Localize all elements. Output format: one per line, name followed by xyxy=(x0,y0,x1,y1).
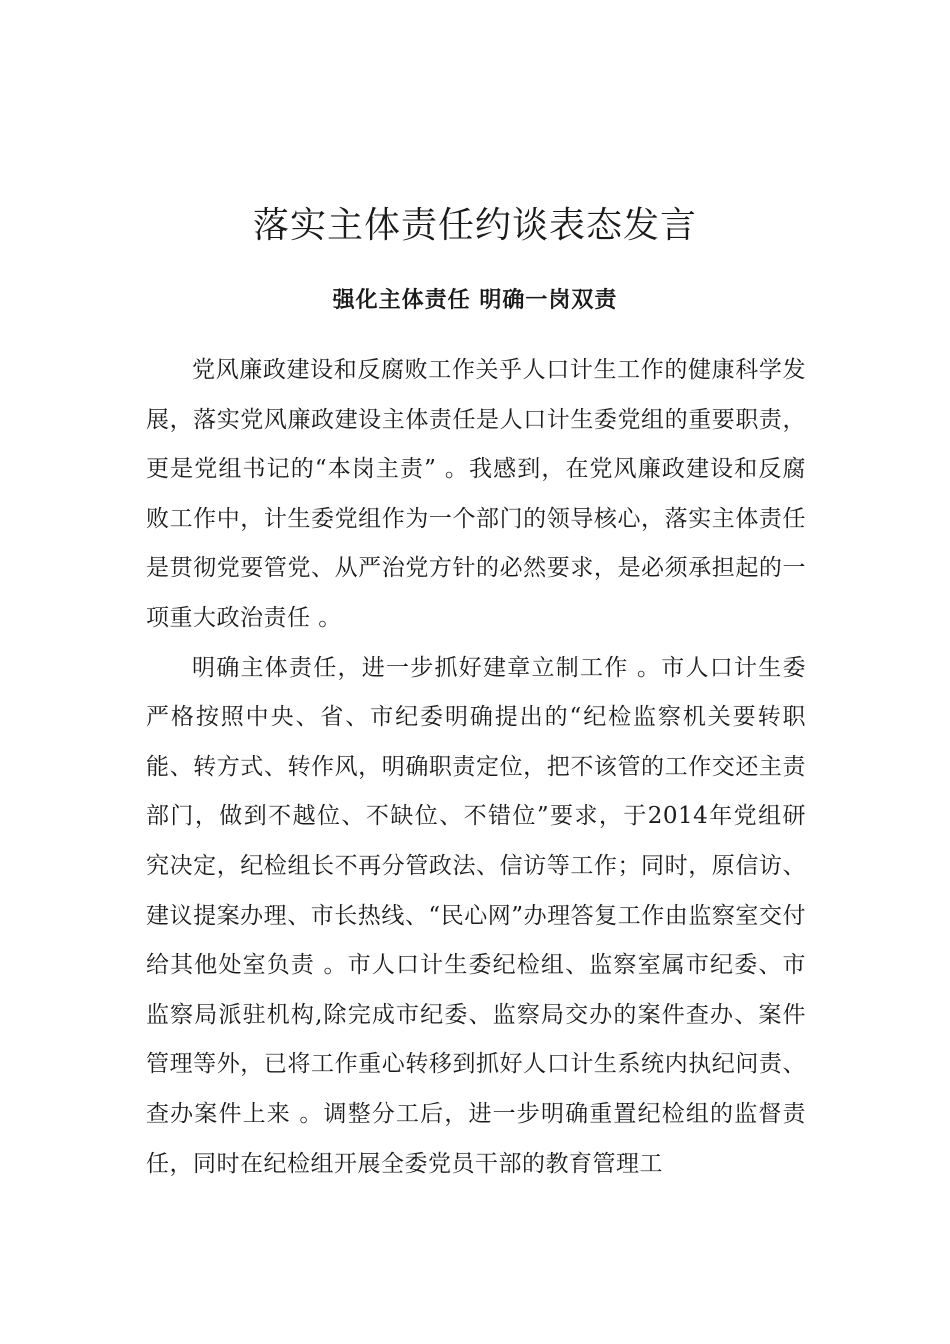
document-body xyxy=(146,346,806,1189)
document-title: 落实主体责任约谈表态发言 xyxy=(252,205,697,246)
document-subtitle: 强化主体责任 明确一岗双责 xyxy=(332,287,618,313)
paragraph-2: 明确主体责任，进一步抓好建章立制工作 。市人口计生委严格按照中央、省、市纪委明确提出的“纪检监察机关要转职能、转方式、转作风，明确职责定位，把不该管的工作交还主责部门，做到不越位、不缺位、不错位”要求，于2014年党组研究决定，纪检组长不再分管政法、信访等工作；同时，原信访、建议提案办理、市长热线、“民心网”办理答复工作由监察室交付给其他处室负责 。市人口计生委纪检组、监察室属市纪委、市监察局派驻机构,除完成市纪委、监察局交办的案件查办、案件管理等外，已将工作重心转移到抓好人口计生系统内执纪问责、查办案件上来 。调整分工后，进一步明确重置纪检组的监督责任，同时在纪检组开展全委党员干部的教育管理工 xyxy=(146,654,806,1177)
paragraph-1: 党风廉政建设和反腐败工作关乎人口计生工作的健康科学发展，落实党风廉政建设主体责任是人口计生委党组的重要职责，更是党组书记的“本岗主责” 。我感到，在党风廉政建设和反腐败工作中，计生委党组作为一个部门的领导核心，落实主体责任是贯彻党要管党、从严治党方针的必然要求，是必须承担起的一项重大政治责任 。 xyxy=(146,357,806,631)
